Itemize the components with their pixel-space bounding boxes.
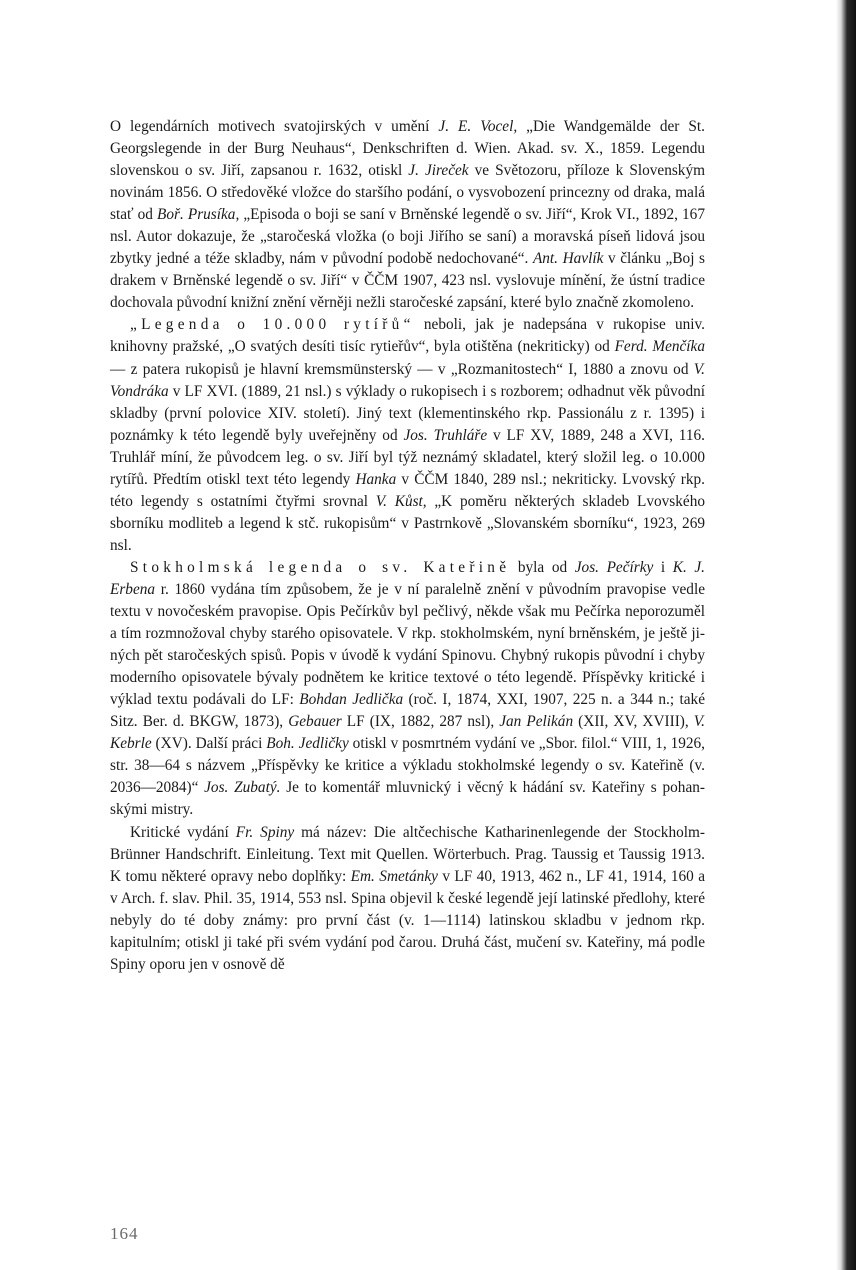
text-run: Je to komentář mluvnický i věcný k hádání sv. Kateřiny s pohanskými mistry. (110, 779, 705, 819)
text-run: ve Světozoru, příloze k Slovenským novinám 1856. O středověké vložce do staršího podání, o vysvobození princezny od draka, malá stať od (110, 162, 705, 224)
text-column (110, 116, 705, 976)
italic-citation: V. Kůst, (375, 492, 427, 510)
italic-citation: Fr. Spiny (235, 823, 295, 841)
italic-citation: V. Vondráka (110, 360, 705, 400)
page-binding-edge (836, 0, 856, 1270)
italic-citation: Ant. Havlík (532, 250, 604, 268)
italic-citation: Bohdan Jedlička (299, 691, 404, 709)
italic-citation: Ferd. Menčíka (614, 338, 705, 356)
text-run: neboli, jak je nadepsána v rukopise univ. knihovny pražské, „O svatých desíti tisíc rytieřův“, byla otištěna (nekriticky) od (110, 316, 705, 356)
text-run: (roč. I, 1874, XXI, 1907, 225 n. a 344 n.; také Sitz. Ber. d. BKGW, 1873), (110, 691, 705, 731)
text-run: v LF 40, 1913, 462 n., LF 41, 1914, 160 a v Arch. f. slav. Phil. 35, 1914, 553 nsl. Spina objevil k české legendě její latinské předlohy, které nebyly do té doby známy: pro první část (v. 1—1114) latinskou skladbu v jednom rkp. kapitulním; otiskl ji také při svém vydání pod čarou. Druhá část, mučení sv. Kateřiny, má podle Spiny oporu jen v osnově dě (110, 867, 705, 973)
italic-citation: J. E. Vocel, (438, 118, 518, 135)
italic-citation: K. J. Erbena (110, 558, 705, 598)
paragraph-4 (110, 822, 705, 976)
italic-citation: Boř. Prusíka, (157, 206, 240, 224)
italic-citation: V. Kebrle (110, 713, 705, 753)
text-run: — z patera rukopisů je hlavní kremsmünsterský — v „Rozmanitostech“ I, 1880 a znovu od (110, 360, 694, 378)
text-run: (XV). Další práci (151, 735, 267, 753)
italic-citation: Hanka (355, 470, 397, 488)
italic-citation: Em. Smetánky (350, 867, 438, 885)
text-run: v LF XV, 1889, 248 a XVI, 116. Truhlář míní, že původcem leg. o sv. Jiří byl týž neznámý skladatel, který složil leg. o 10.000 rytířů. Předtím otiskl text této legendy (110, 426, 705, 488)
text-run: (XII, XV, XVIII), (573, 713, 694, 731)
text-run: „K poměru některých skladeb Lvovského sborníku modliteb a legend k stč. rukopisům“ v Pastrnkově „Slovanském sborníku“, 1923, 269 nsl. (110, 492, 705, 554)
paragraph-3 (110, 557, 705, 822)
paragraph-1 (110, 116, 705, 314)
italic-citation: J. Jireček (408, 162, 469, 180)
italic-citation: Jos. Truhláře (403, 426, 488, 444)
text-run: otiskl v posmrtném vydání ve „Sbor. filol.“ VIII, 1, 1926, str. 38—64 s názvem „Příspěvky ke kritice a výkladu stokholmské legendy o sv. Kateřině (v. 2036—2084)“ (110, 735, 706, 797)
paragraph-2 (110, 314, 705, 557)
text-run: i (653, 558, 673, 576)
text-run: r. 1860 vydána tím způsobem, že je v ní paralelně znění v původním pravopise vedle textu v novočeském pravopise. Opis Pečírkův byl pečlivý, někde však mu Pečírka neporozuměl a tím rozmnožoval chyby starého opisovatele. V rkp. stokholmském, nyní brněnském, je ještě jiných pět staročeských spisů. Popis v úvodě k vydání Spinovu. Chybný rukopis původní i chyby moderního opisovatele bývaly podnětem ke kritice textové o této legendě. Příspěvky kritické i výklad textu podávali do LF: (110, 580, 705, 709)
text-run: O legendárních motivech svatojirských v umění (110, 118, 439, 135)
italic-citation: Jos. Pečírky (574, 558, 654, 576)
text-run: v článku „Boj s drakem v Brněnské legendě o sv. Jiří“ v ČČM 1907, 423 nsl. vyslovuje mínění, že ústní tradice dochovala původní knižní znění věrněji nežli staročeské zapsání, které bylo značně zkomoleno. (110, 250, 705, 312)
italic-citation: Jan Pelikán (499, 713, 574, 731)
text-run: byla od (510, 558, 575, 576)
spaced-title: „Legenda o 10.000 rytířů“ (130, 316, 415, 334)
text-run: Kritické vydání (130, 823, 236, 841)
text-run: LF (IX, 1882, 287 nsl), (341, 713, 500, 731)
text-run: „Episoda o boji se saní v Brněnské legendě o sv. Jiří“, Krok VI., 1892, 167 nsl. Autor dokazuje, že „staročeská vložka (o boji Jiřího se saní) a moravská píseň lidová jsou zbytky jedné a téže skladby, nám v původní podobě nedochované“. (110, 206, 705, 268)
italic-citation: Gebauer (288, 713, 342, 731)
text-run: v ČČM 1840, 289 nsl.; nekriticky. Lvovský rkp. této legendy s ostatními čtyřmi srovnal (110, 470, 705, 510)
text-run: „Die Wandgemälde der St. Georgslegende in der Burg Neuhaus“, Denkschriften d. Wien. Akad. sv. X., 1859. Legendu slovenskou o sv. Jiří, zapsanou r. 1632, otiskl (110, 118, 705, 180)
text-run: v LF XVI. (1889, 21 nsl.) s výklady o rukopisech i s rozborem; odhadnut věk původní skladby (první polovice XIV. století). Jiný text (klementinského rkp. Passionálu z r. 1395) i poznámky k této legendě byly uveřejněny od (110, 382, 705, 444)
spaced-title: Stokholmská legenda o sv. Kateřině (130, 558, 511, 576)
page-number: 164 (110, 1224, 139, 1243)
text-run: má název: Die altčechische Katharinenlegende der Stockholm-Brünner Handschrift. Einleitung. Text mit Quellen. Wörterbuch. Prag. Taussig et Taussig 1913. K tomu některé opravy nebo doplňky: (110, 823, 705, 885)
italic-citation: Boh. Jedličky (266, 735, 349, 753)
italic-citation: Jos. Zubatý. (204, 779, 281, 797)
